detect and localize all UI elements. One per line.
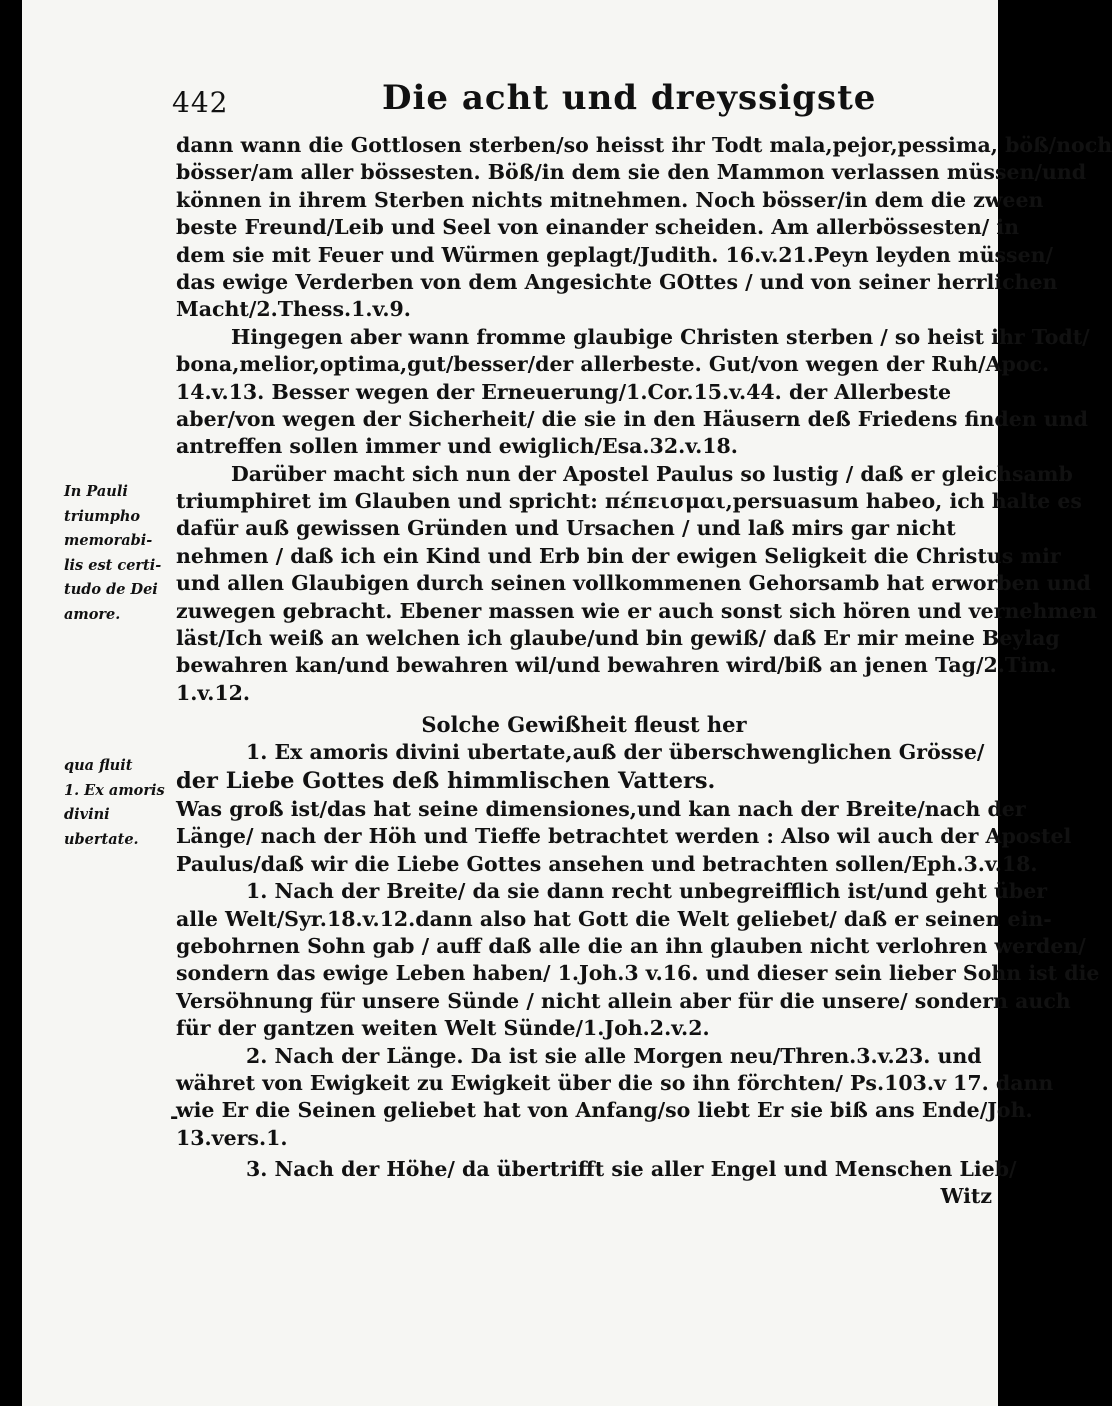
text-line: Paulus/daß wir die Liebe Gottes ansehen und betrachten sollen/Eph.3.v.18.: [176, 851, 1038, 876]
text-line: für der gantzen weiten Welt Sünde/1.Joh.2.v.2.: [176, 1016, 710, 1041]
margin-line: In Pauli: [64, 483, 128, 500]
main-text: [176, 132, 1112, 1211]
text-line: 1. Nach der Breite/ da sie dann recht unbegreifflich ist/und geht über: [246, 879, 1048, 904]
text-line: bona,melior,optima,gut/besser/der allerbeste. Gut/von wegen der Ruh/Apoc.: [176, 352, 1050, 377]
text-line: Hingegen aber wann fromme glaubige Christen sterben / so heist ihr Todt/: [231, 324, 1090, 349]
catchword: Witz: [940, 1184, 992, 1209]
text-line: währet von Ewigkeit zu Ewigkeit über die so ihn förchten/ Ps.103.v 17. dann: [176, 1070, 1054, 1095]
running-title: Die acht und dreyssigste: [382, 78, 877, 118]
section-heading: Solche Gewißheit fleust her: [421, 712, 747, 738]
margin-line: qua fluit: [64, 757, 133, 774]
text-line: läst/Ich weiß an welchen ich glaube/und bin gewiß/ daß Er mir meine Beylag: [176, 626, 1060, 651]
margin-note-pauli: [64, 480, 184, 627]
text-line: alle Welt/Syr.18.v.12.dann also hat Gott die Welt geliebet/ daß er seinen ein-: [176, 906, 1052, 931]
margin-line: memorabi-: [64, 532, 153, 549]
text-line: dafür auß gewissen Gründen und Ursachen / und laß mirs gar nicht: [176, 516, 956, 541]
margin-line: lis est certi-: [64, 556, 162, 574]
margin-line: divini: [64, 806, 110, 823]
text-line: antreffen sollen immer und ewiglich/Esa.32.v.18.: [176, 434, 738, 459]
text-line: Darüber macht sich nun der Apostel Paulus so lustig / daß er gleichsamb: [231, 461, 1073, 486]
text-line: der Liebe Gottes deß himmlischen Vatters.: [176, 767, 716, 794]
text-line: wie Er die Seinen geliebet hat von Anfang/so liebt Er sie biß ans Ende/Joh.: [176, 1098, 1033, 1123]
text-line: Macht/2.Thess.1.v.9.: [176, 297, 411, 322]
text-line: können in ihrem Sterben nichts mitnehmen. Noch bösser/in dem die zween: [176, 187, 1044, 212]
page-header: [172, 78, 972, 128]
text-line: triumphiret im Glauben und spricht: πέπεισμαι,persuasum habeo, ich halte es: [176, 489, 1082, 514]
text-line: sondern das ewige Leben haben/ 1.Joh.3 v.16. und dieser sein lieber Sohn ist die: [176, 961, 1100, 986]
text-line: dem sie mit Feuer und Würmen geplagt/Judith. 16.v.21.Peyn leyden müssen/: [176, 242, 1054, 267]
text-line: aber/von wegen der Sicherheit/ die sie in den Häusern deß Friedens finden und: [176, 406, 1088, 431]
text-line: zuwegen gebracht. Ebener massen wie er auch sonst sich hören und vernehmen: [176, 598, 1098, 623]
text-line: dann wann die Gottlosen sterben/so heisst ihr Todt mala,pejor,pessima, böß/noch: [176, 133, 1112, 157]
text-line: 1.v.12.: [176, 680, 251, 705]
text-line: 2. Nach der Länge. Da ist sie alle Morgen neu/Thren.3.v.23. und: [246, 1043, 982, 1068]
page-number: 442: [172, 86, 229, 119]
text-line: Versöhnung für unsere Sünde / nicht allein aber für die unsere/ sondern auch: [176, 988, 1071, 1013]
text-line: 3. Nach der Höhe/ da übertrifft sie aller Engel und Menschen Lieb/: [246, 1157, 1017, 1182]
margin-dash: -: [170, 1104, 179, 1128]
text-line: bewahren kan/und bewahren wil/und bewahren wird/biß an jenen Tag/2.Tim.: [176, 653, 1057, 678]
text-line: gebohrnen Sohn gab / auff daß alle die an ihn glauben nicht verlohren werden/: [176, 933, 1086, 958]
margin-note-ex-amoris: [64, 754, 184, 852]
text-line: und allen Glaubigen durch seinen vollkommenen Gehorsamb hat erworben und: [176, 571, 1091, 596]
text-line: 13.vers.1.: [176, 1125, 288, 1150]
book-page: [22, 0, 1112, 1406]
text-line: 1. Ex amoris divini ubertate,auß der überschwenglichen Grösse/: [246, 739, 985, 764]
margin-line: ubertate.: [64, 830, 139, 848]
text-line: Länge/ nach der Höh und Tieffe betrachtet werden : Also wil auch der Apostel: [176, 824, 1072, 849]
margin-line: tudo de Dei: [64, 581, 158, 598]
margin-line: amore.: [64, 605, 121, 623]
margin-line: triumpho: [64, 507, 141, 525]
text-line: bösser/am aller bössesten. Böß/in dem sie den Mammon verlassen müssen/und: [176, 160, 1087, 185]
margin-line: 1. Ex amoris: [64, 781, 165, 799]
text-line: 14.v.13. Besser wegen der Erneuerung/1.Cor.15.v.44. der Allerbeste: [176, 379, 952, 404]
text-line: beste Freund/Leib und Seel von einander scheiden. Am allerbössesten/ in: [176, 215, 1020, 240]
text-line: das ewige Verderben von dem Angesichte GOttes / und von seiner herrlichen: [176, 269, 1058, 294]
text-line: nehmen / daß ich ein Kind und Erb bin der ewigen Seligkeit die Christus mir: [176, 543, 1061, 568]
text-line: Was groß ist/das hat seine dimensiones,und kan nach der Breite/nach der: [176, 796, 1026, 821]
